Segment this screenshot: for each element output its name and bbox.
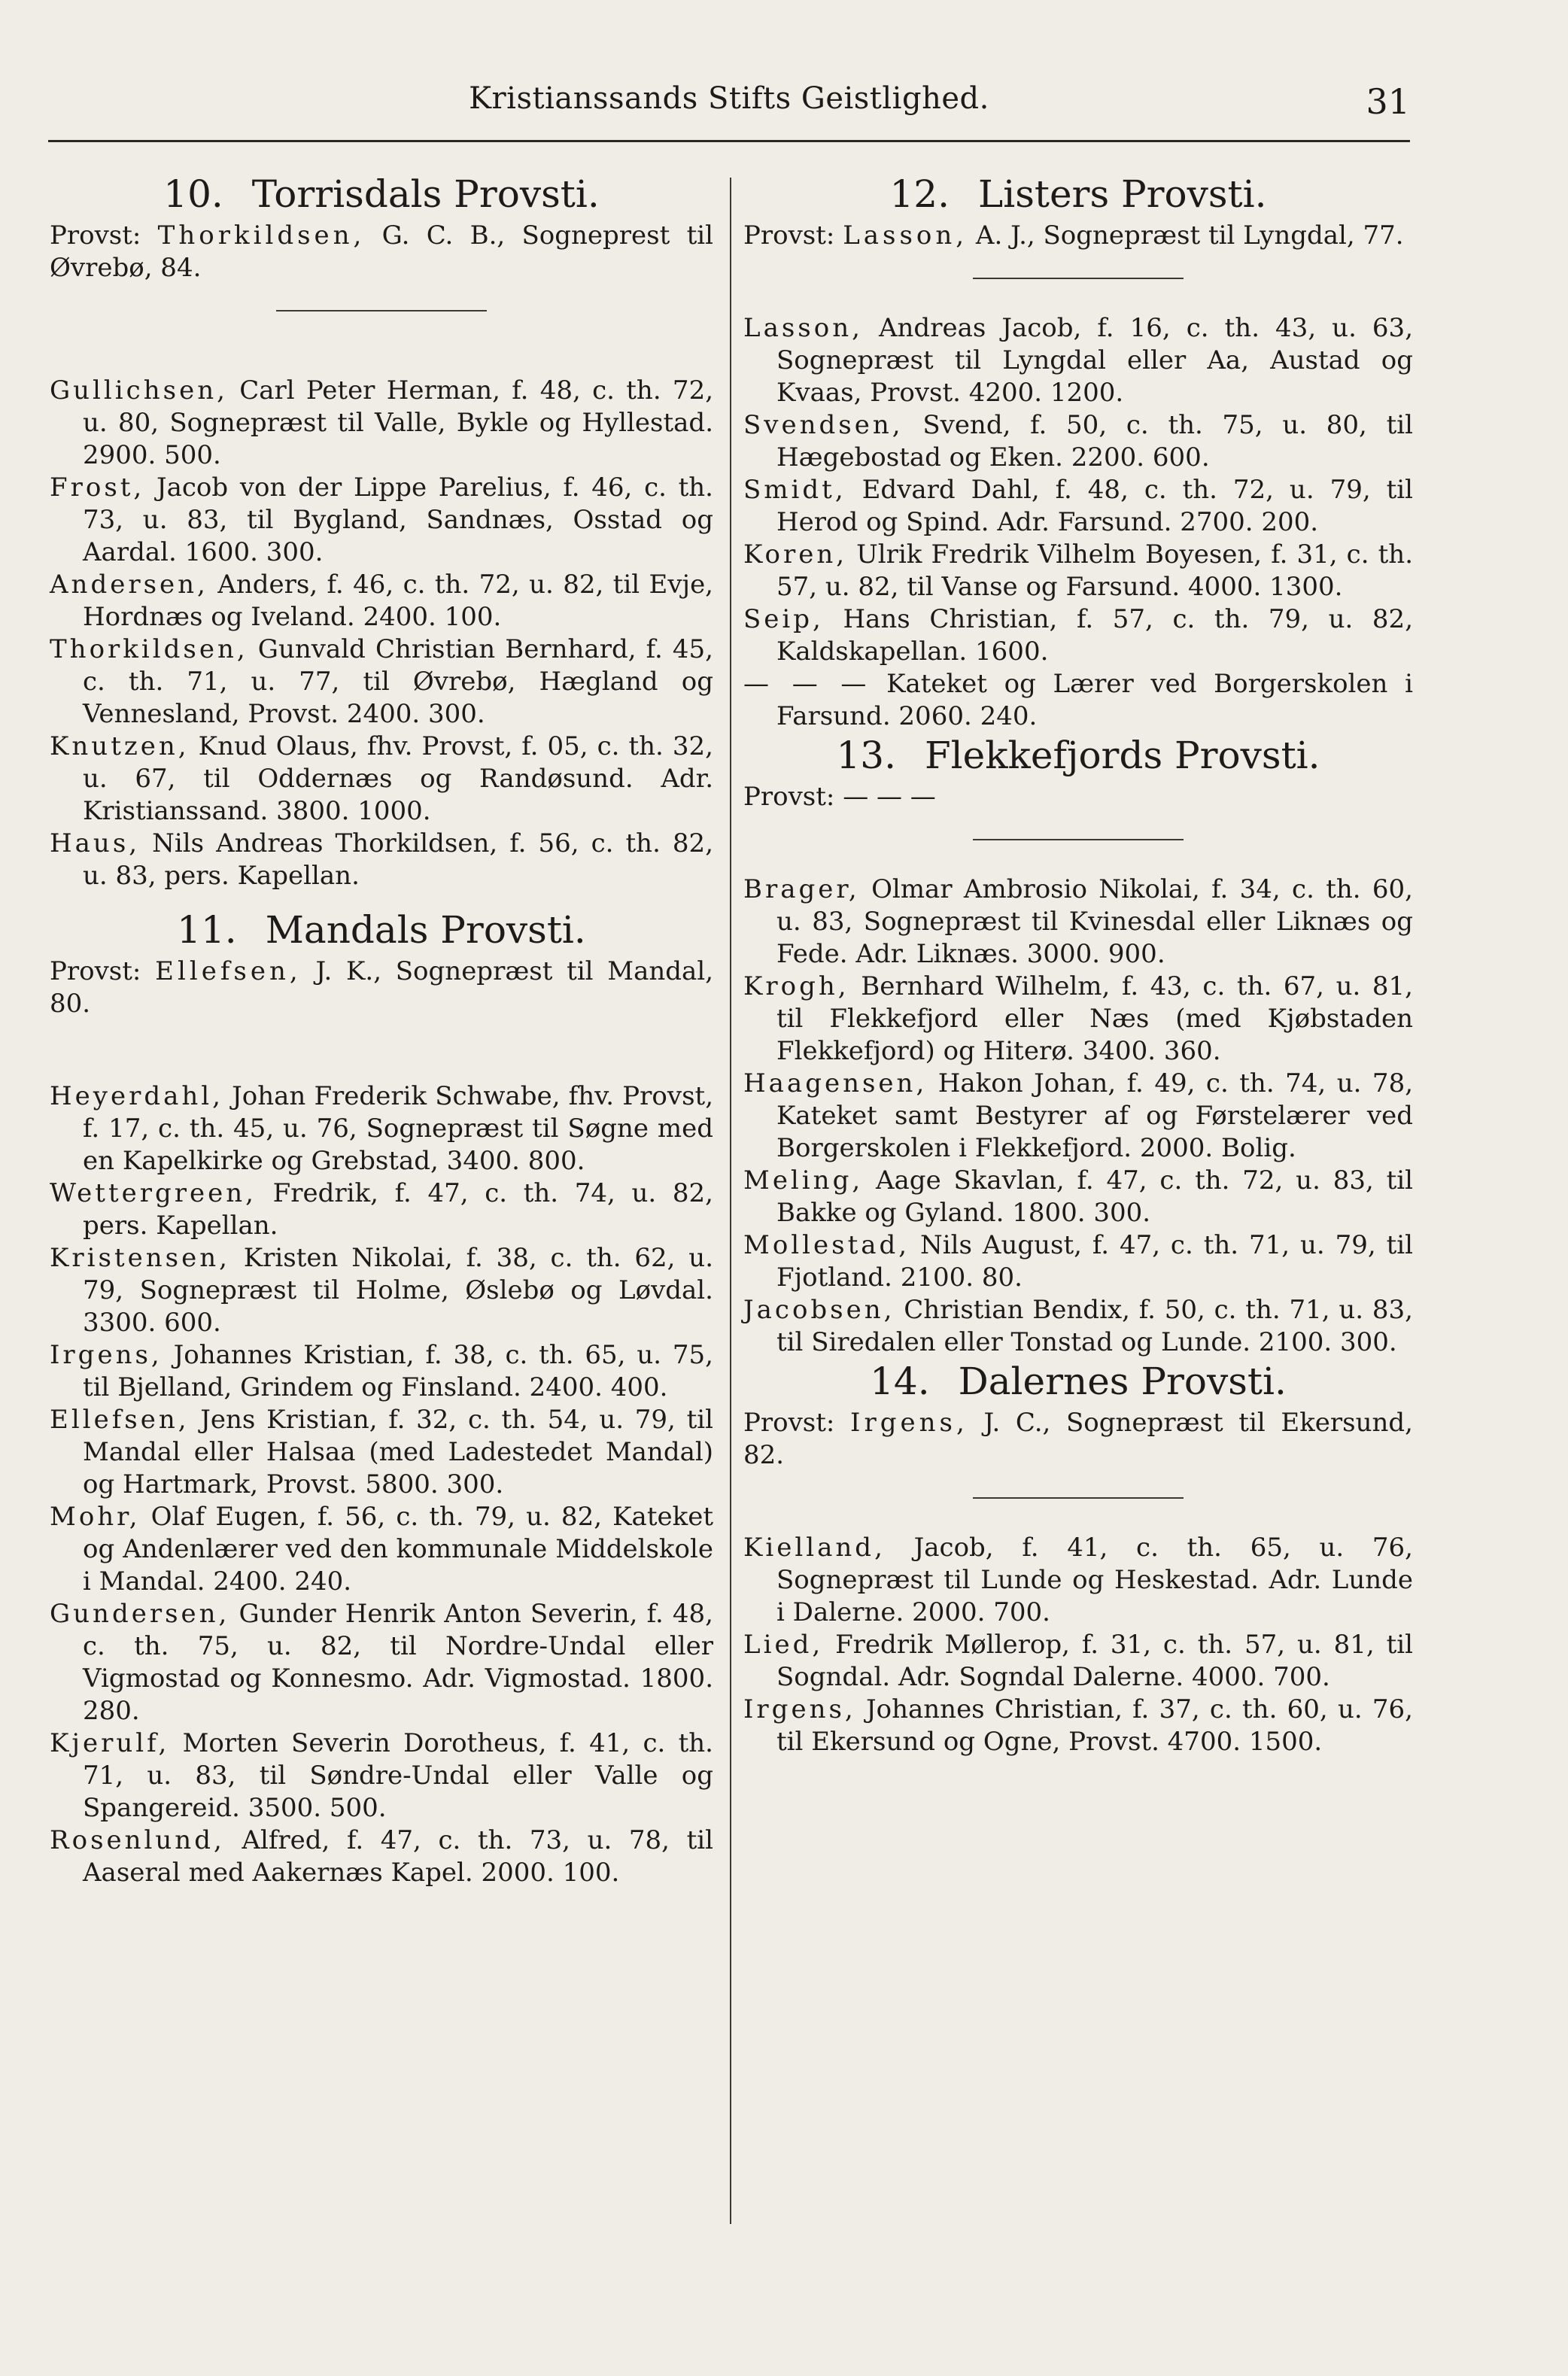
entry-list xyxy=(50,1080,713,1889)
right-column xyxy=(743,172,1413,1758)
entry: Haus, Nils Andreas Thorkildsen, f. 56, c. th. 82, u. 83, pers. Kapellan. xyxy=(50,828,713,891)
section-listers xyxy=(743,172,1413,733)
entry: Irgens, Johannes Christian, f. 37, c. th. 60, u. 76, til Ekersund og Ogne, Provst. 4700. 1500. xyxy=(743,1694,1413,1757)
running-title: Kristianssands Stifts Geistlighed. xyxy=(469,81,989,116)
entry: Andersen, Anders, f. 46, c. th. 72, u. 82, til Evje, Hordnæs og Iveland. 2400. 100. xyxy=(50,570,713,632)
section-torrisdals xyxy=(50,172,713,892)
provst-line: Provst: — — — xyxy=(743,782,936,812)
entry: Thorkildsen, Gunvald Christian Bernhard, f. 45, c. th. 71, u. 77, til Øvrebø, Hægland og Vennesland, Provst. 2400. 300. xyxy=(50,634,713,729)
entry: — — — Kateket og Lærer ved Borgerskolen i Farsund. 2060. 240. xyxy=(743,669,1414,731)
page-number: 31 xyxy=(1366,81,1410,122)
entry: Koren, Ulrik Fredrik Vilhelm Boyesen, f. 31, c. th. 57, u. 82, til Vanse og Farsund. 4000. 1300. xyxy=(743,539,1413,602)
entry: Svendsen, Svend, f. 50, c. th. 75, u. 80, til Hægebostad og Eken. 2200. 600. xyxy=(743,410,1414,472)
entry: Irgens, Johannes Kristian, f. 38, c. th. 65, u. 75, til Bjelland, Grindem og Finsland. 2400. 400. xyxy=(50,1340,713,1402)
entry-list xyxy=(743,312,1413,733)
entry: Gundersen, Gunder Henrik Anton Severin, f. 48, c. th. 75, u. 82, til Nordre-Undal eller Vigmostad og Konnesmo. Adr. Vigmostad. 1800. 280. xyxy=(50,1599,713,1726)
provst-line: Provst: Ellefsen, J. K., Sognepræst til Mandal, 80. xyxy=(50,956,714,1019)
left-column xyxy=(50,172,713,1889)
section-title: 10. Torrisdals Provsti. xyxy=(163,172,600,216)
entry: Haagensen, Hakon Johan, f. 49, c. th. 74, u. 78, Kateket samt Bestyrer af og Førstelærer ved Borgerskolen i Flekkefjord. 2000. Bolig. xyxy=(743,1068,1414,1163)
entry: Wettergreen, Fredrik, f. 47, c. th. 74, u. 82, pers. Kapellan. xyxy=(50,1178,713,1241)
entry: Mollestad, Nils August, f. 47, c. th. 71, u. 79, til Fjotland. 2100. 80. xyxy=(743,1230,1413,1293)
entry: Kielland, Jacob, f. 41, c. th. 65, u. 76, Sognepræst til Lunde og Heskestad. Adr. Lunde i Dalerne. 2000. 700. xyxy=(743,1533,1413,1627)
section-rule xyxy=(973,1497,1184,1499)
entry: Mohr, Olaf Eugen, f. 56, c. th. 79, u. 82, Kateket og Andenlærer ved den kommunale Middelskole i Mandal. 2400. 240. xyxy=(50,1502,713,1597)
entry: Meling, Aage Skavlan, f. 47, c. th. 72, u. 83, til Bakke og Gyland. 1800. 300. xyxy=(743,1165,1413,1228)
entry: Heyerdahl, Johan Frederik Schwabe, fhv. Provst, f. 17, c. th. 45, u. 76, Sognepræst til Søgne med en Kapelkirke og Grebstad, 3400. 800. xyxy=(50,1081,714,1176)
section-dalernes xyxy=(743,1359,1413,1758)
column-divider xyxy=(730,178,731,2224)
entry: Kristensen, Kristen Nikolai, f. 38, c. th. 62, u. 79, Sognepræst til Holme, Øslebø og Løvdal. 3300. 600. xyxy=(50,1243,714,1338)
entry: Frost, Jacob von der Lippe Parelius, f. 46, c. th. 73, u. 83, til Bygland, Sandnæs, Osstad og Aardal. 1600. 300. xyxy=(50,472,713,567)
header-rule xyxy=(48,140,1410,142)
section-title: 13. Flekkefjords Provsti. xyxy=(836,734,1320,777)
entry: Lied, Fredrik Møllerop, f. 31, c. th. 57, u. 81, til Sogndal. Adr. Sogndal Dalerne. 4000. 700. xyxy=(743,1630,1413,1692)
section-title: 12. Listers Provsti. xyxy=(889,172,1267,216)
entry-list xyxy=(743,874,1413,1359)
entry: Kjerulf, Morten Severin Dorotheus, f. 41, c. th. 71, u. 83, til Søndre-Undal eller Valle og Spangereid. 3500. 500. xyxy=(50,1728,713,1823)
entry-list xyxy=(50,375,713,892)
entry: Knutzen, Knud Olaus, fhv. Provst, f. 05, c. th. 32, u. 67, til Oddernæs og Randøsund. Adr. Kristianssand. 3800. 1000. xyxy=(50,731,713,826)
entry: Smidt, Edvard Dahl, f. 48, c. th. 72, u. 79, til Herod og Spind. Adr. Farsund. 2700. 200. xyxy=(743,475,1414,537)
entry: Brager, Olmar Ambrosio Nikolai, f. 34, c. th. 60, u. 83, Sognepræst til Kvinesdal eller Liknæs og Fede. Adr. Liknæs. 3000. 900. xyxy=(743,874,1413,969)
section-flekkefjords xyxy=(743,733,1413,1359)
section-title: 11. Mandals Provsti. xyxy=(177,908,586,952)
entry: Gullichsen, Carl Peter Herman, f. 48, c. th. 72, u. 80, Sognepræst til Valle, Bykle og Hyllestad. 2900. 500. xyxy=(50,375,714,470)
page-header xyxy=(48,81,1410,134)
entry: Lasson, Andreas Jacob, f. 16, c. th. 43, u. 63, Sognepræst til Lyngdal eller Aa, Austad og Kvaas, Provst. 4200. 1200. xyxy=(743,313,1413,408)
section-title: 14. Dalernes Provsti. xyxy=(870,1360,1287,1403)
provst-line: Provst: Lasson, A. J., Sognepræst til Lyngdal, 77. xyxy=(743,220,1404,251)
section-mandals xyxy=(50,907,713,1889)
provst-line: Provst: Thorkildsen, G. C. B., Sogneprest til Øvrebø, 84. xyxy=(50,220,713,283)
section-rule xyxy=(276,310,487,311)
entry: Ellefsen, Jens Kristian, f. 32, c. th. 54, u. 79, til Mandal eller Halsaa (med Ladestedet Mandal) og Hartmark, Provst. 5800. 300. xyxy=(50,1405,713,1499)
entry: Jacobsen, Christian Bendix, f. 50, c. th. 71, u. 83, til Siredalen eller Tonstad og Lunde. 2100. 300. xyxy=(743,1295,1413,1357)
entry: Rosenlund, Alfred, f. 47, c. th. 73, u. 78, til Aaseral med Aakernæs Kapel. 2000. 100. xyxy=(50,1825,713,1888)
entry: Seip, Hans Christian, f. 57, c. th. 79, u. 82, Kaldskapellan. 1600. xyxy=(743,604,1414,667)
provst-line: Provst: Irgens, J. C., Sognepræst til Ekersund, 82. xyxy=(743,1408,1413,1470)
entry-list xyxy=(743,1532,1413,1758)
section-rule xyxy=(973,278,1184,279)
section-rule xyxy=(973,839,1184,840)
entry: Krogh, Bernhard Wilhelm, f. 43, c. th. 67, u. 81, til Flekkefjord eller Næs (med Kjøbstaden Flekkefjord) og Hiterø. 3400. 360. xyxy=(743,971,1413,1066)
